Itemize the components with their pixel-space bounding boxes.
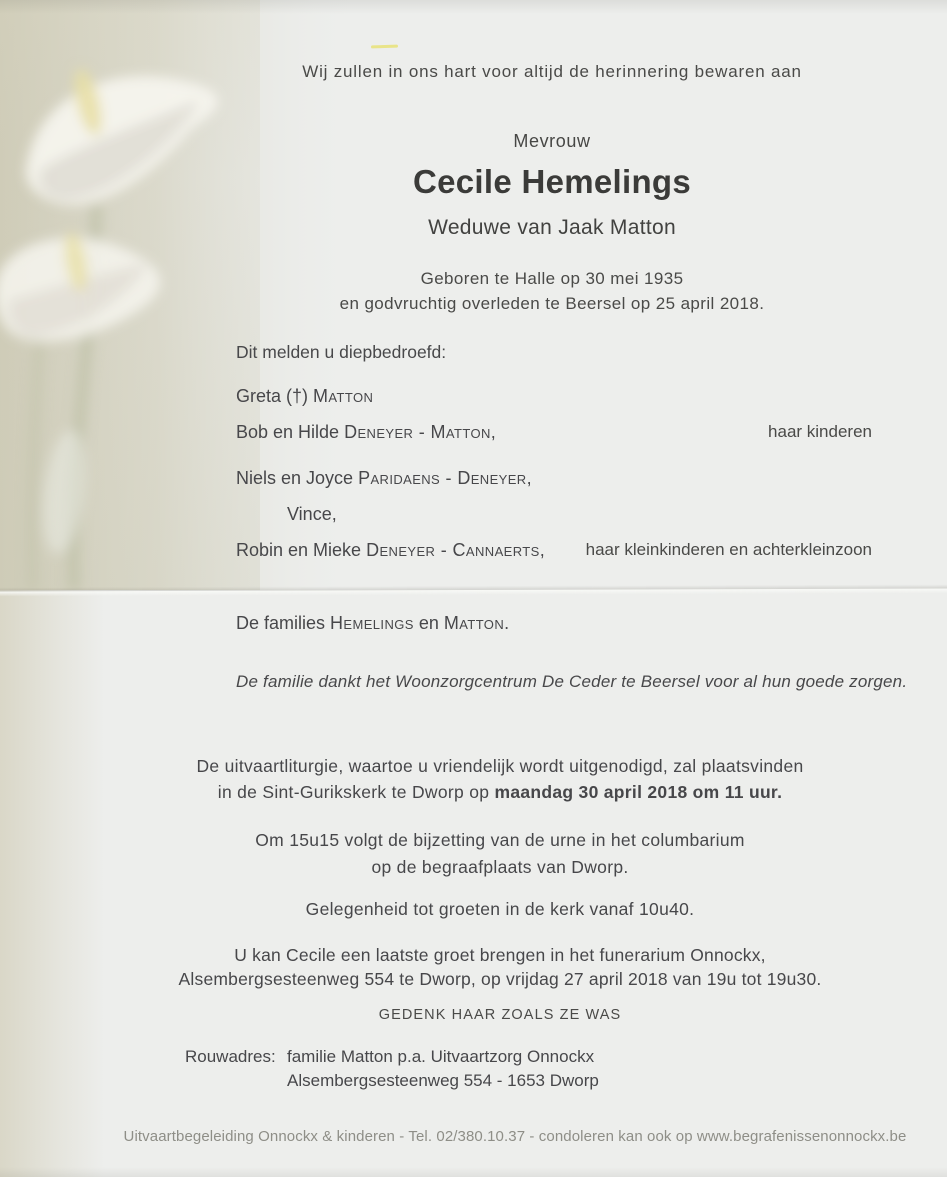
family-line [236, 539, 872, 561]
text-segment: , [539, 540, 545, 560]
urn-paragraph [55, 827, 945, 881]
text-segment: Robin en Mieke [236, 540, 367, 560]
text-segment: , [526, 468, 532, 488]
intro-line: Wij zullen in ons hart voor altijd de herinnering bewaren aan [302, 62, 802, 81]
paper-fold-crease [0, 585, 947, 598]
text-segment: en [413, 613, 444, 633]
text-segment: Hemelings [330, 613, 414, 633]
family-names [236, 385, 373, 407]
text-segment: Greta (†) [236, 386, 314, 406]
footer-line: Uitvaartbegeleiding Onnockx & kinderen - Tel. 02/380.10.37 - condoleren kan ook op www.begrafenissenonnockx.be [123, 1128, 907, 1145]
liturgy-line-1: De uitvaartliturgie, waartoe u vriendelijk wordt uitgenodigd, zal plaatsvinden [196, 756, 804, 776]
text-segment: De families [236, 613, 331, 633]
relation-label: haar kinderen [768, 422, 872, 441]
mourning-address-line-2: Alsembergsesteenweg 554 - 1653 Dworp [287, 1071, 599, 1090]
yellow-pen-mark [371, 45, 398, 49]
thanks-line: De familie dankt het Woonzorgcentrum De Ceder te Beersel voor al hun goede zorgen. [236, 672, 908, 691]
family-names [236, 421, 496, 443]
family-line [236, 385, 872, 407]
funerarium-line-2: Alsembergsesteenweg 554 te Dworp, op vrijdag 27 april 2018 van 19u tot 19u30. [178, 969, 822, 989]
text-segment: maandag 30 april 2018 om 11 uur. [494, 782, 783, 802]
motto-line: GEDENK HAAR ZOALS ZE WAS [378, 1007, 622, 1023]
family-line [236, 421, 872, 443]
mourning-address-label: Rouwadres: [185, 1047, 276, 1066]
mourning-address-lines [287, 1045, 599, 1093]
text-segment: Deneyer - Matton [344, 422, 491, 442]
text-segment: Paridaens - Deneyer [358, 468, 527, 488]
text-segment: Matton [443, 613, 505, 633]
family-names [236, 467, 532, 489]
death-line: en godvruchtig overleden te Beersel op 25 april 2018. [339, 294, 765, 313]
text-segment: Deneyer - Cannaerts [366, 540, 540, 560]
life-dates [157, 266, 947, 316]
relation-line: Weduwe van Jaak Matton [428, 216, 676, 239]
urn-line-1: Om 15u15 volgt de bijzetting van de urne in het columbarium [255, 830, 745, 850]
salutation: Mevrouw [513, 131, 591, 151]
text-segment: Matton [313, 386, 374, 406]
text-segment: Vince, [287, 504, 337, 524]
text-segment: . [504, 613, 510, 633]
family-line [236, 467, 872, 489]
greeting-line: Gelegenheid tot groeten in de kerk vanaf 10u40. [305, 899, 695, 919]
left-edge-band [0, 590, 105, 1177]
family-list [236, 385, 872, 575]
scan-edge-shadow-bottom [0, 1167, 947, 1177]
text-segment: Niels en Joyce [236, 468, 359, 488]
text-segment: Bob en Hilde [236, 422, 345, 442]
deceased-name: Cecile Hemelings [412, 163, 692, 200]
liturgy-line-2 [55, 779, 945, 805]
text-segment: , [490, 422, 496, 442]
text-segment: in de Sint-Gurikskerk te Dworp op [217, 782, 495, 802]
funerarium-paragraph [55, 943, 945, 991]
urn-line-2: op de begraafplaats van Dworp. [371, 857, 629, 877]
family-line [236, 503, 872, 525]
relation-label: haar kleinkinderen en achterkleinzoon [585, 540, 872, 559]
families-line [236, 613, 509, 634]
liturgy-paragraph [55, 753, 945, 805]
birth-line: Geboren te Halle op 30 mei 1935 [420, 269, 684, 288]
funerarium-line-1: U kan Cecile een laatste groet brengen in het funerarium Onnockx, [234, 945, 766, 965]
family-names [236, 539, 545, 561]
family-names [236, 503, 337, 525]
mourning-address [185, 1045, 599, 1093]
mourning-address-line-1: familie Matton p.a. Uitvaartzorg Onnockx [287, 1047, 595, 1066]
announcement-line: Dit melden u diepbedroefd: [236, 342, 447, 362]
